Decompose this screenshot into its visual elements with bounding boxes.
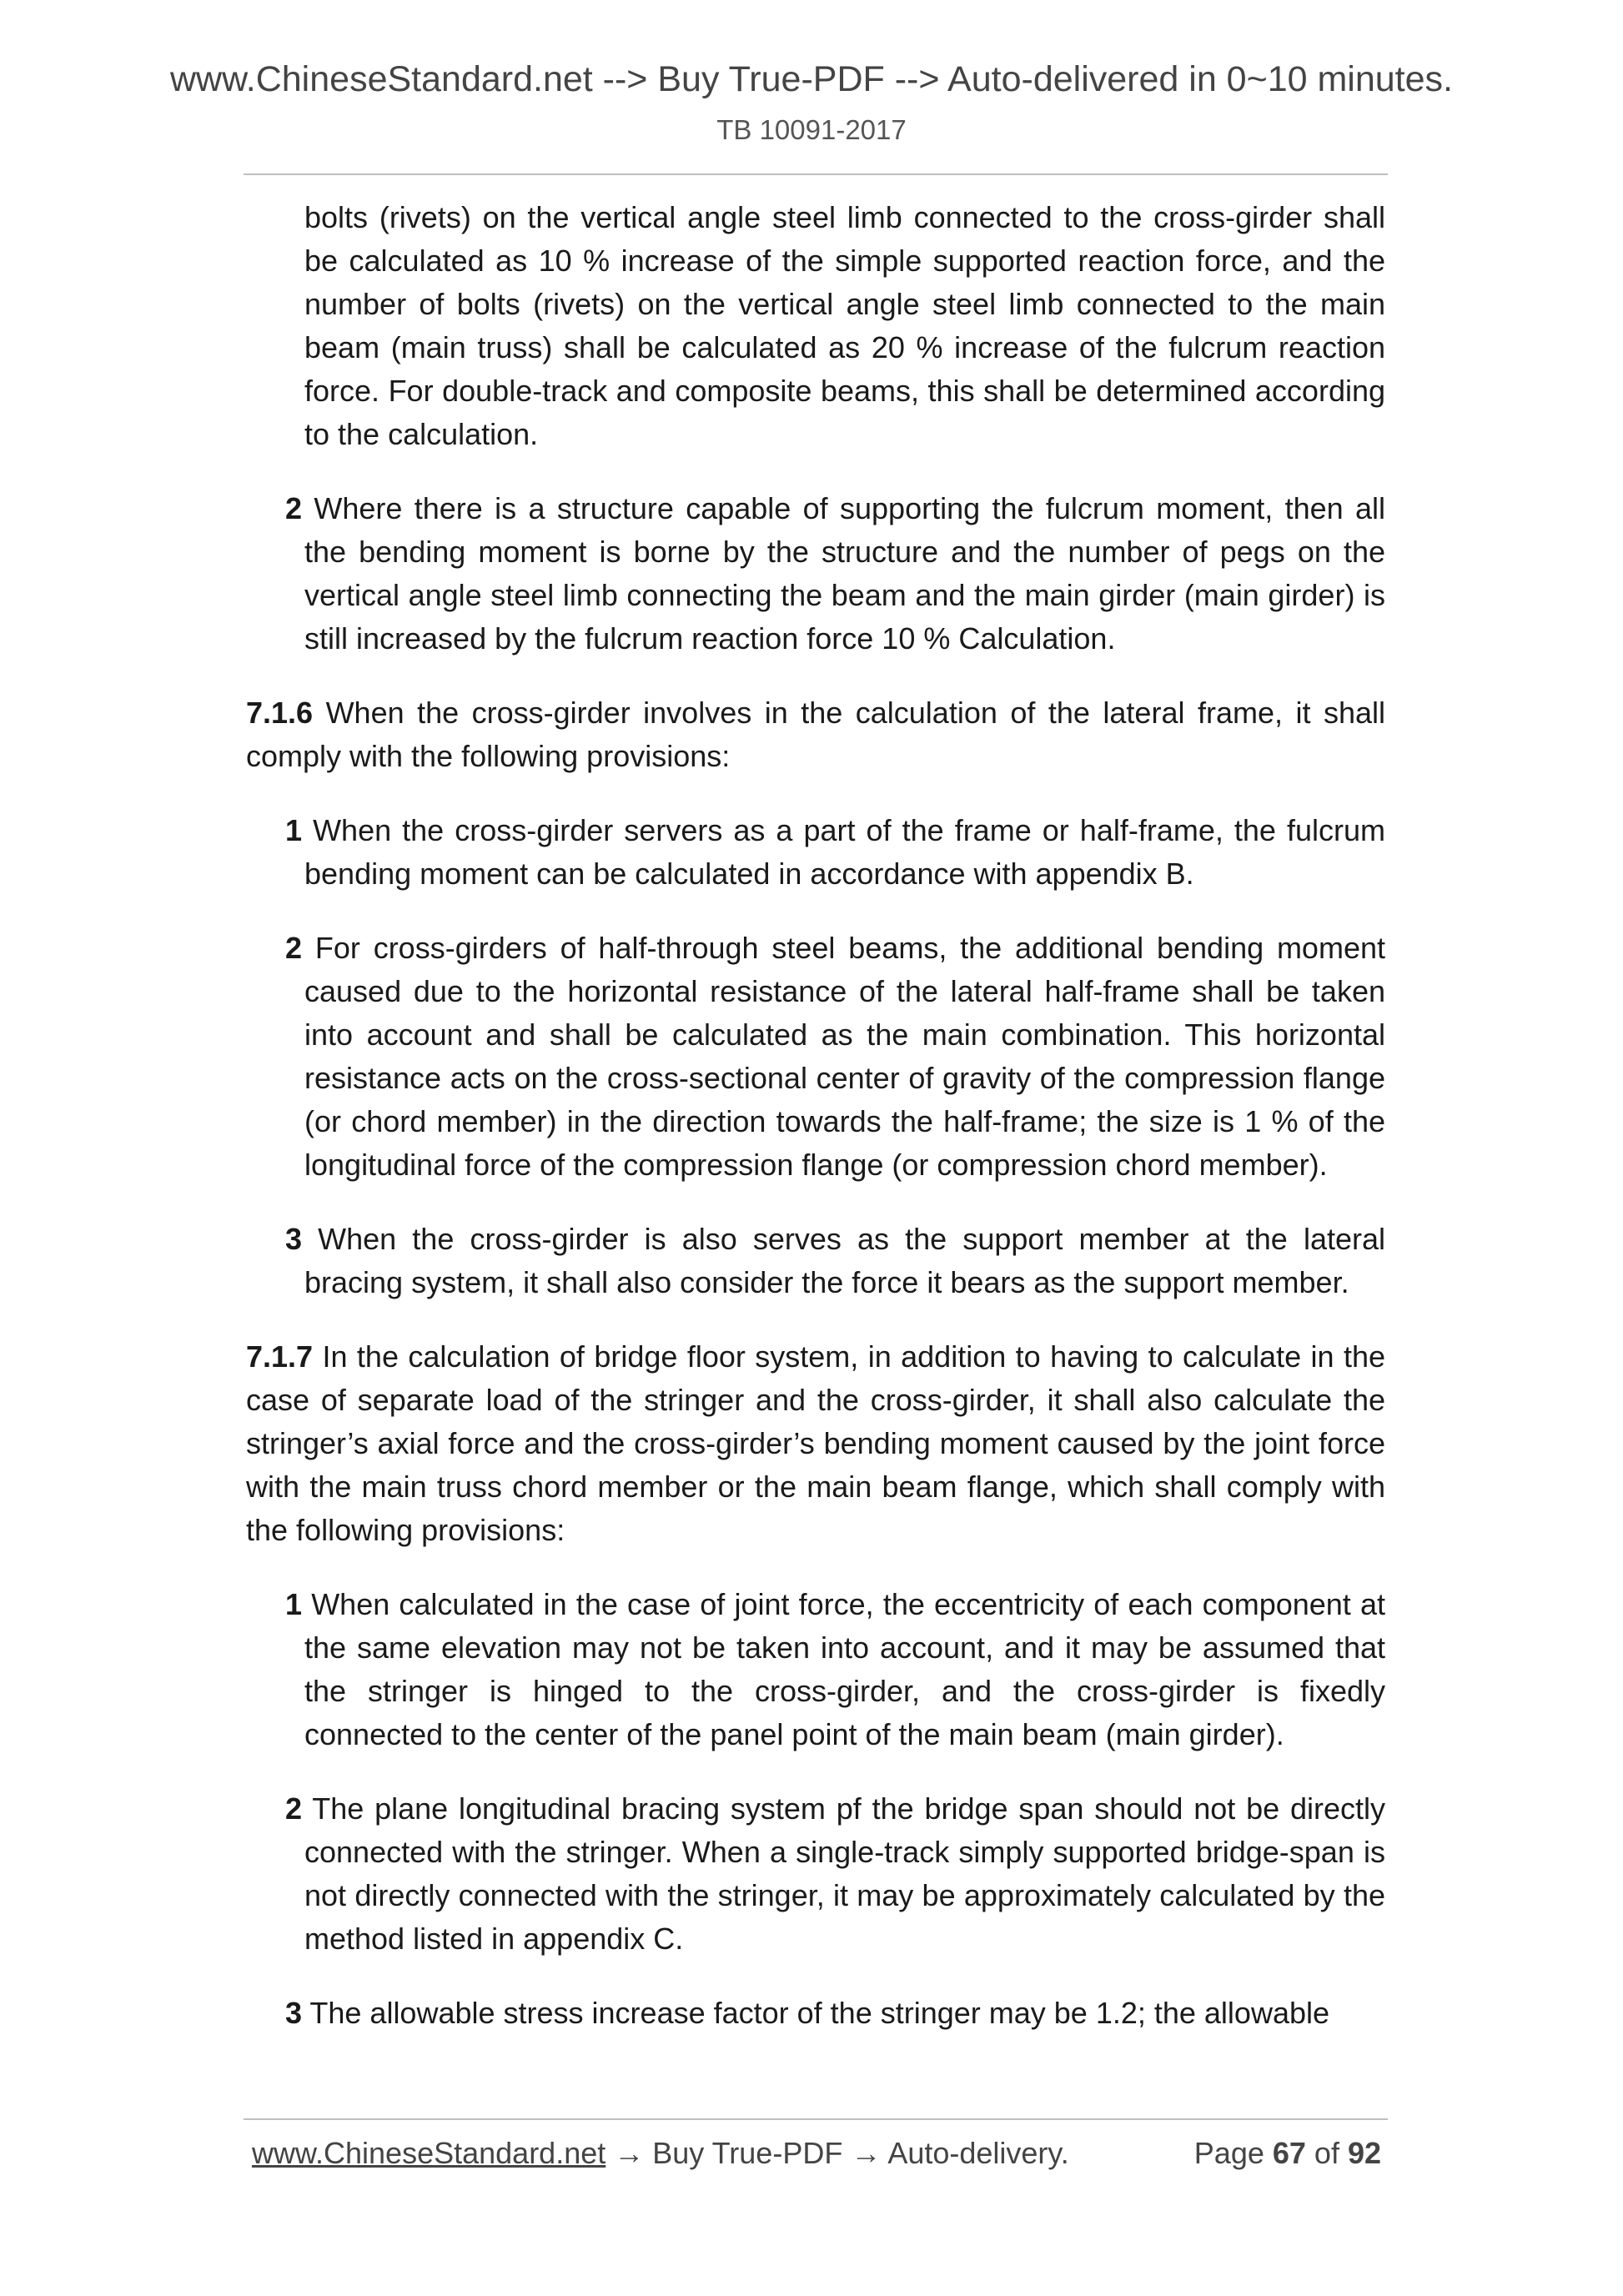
header-divider — [244, 173, 1388, 175]
footer-promo — [252, 2133, 1069, 2174]
item-text: When the cross-girder is also serves as the support member at the lateral bracing system, it shall also consider the force it bears as the support member. — [302, 1222, 1385, 1299]
list-item — [246, 1218, 1385, 1304]
page-total: 92 — [1347, 2136, 1381, 2170]
list-item — [246, 809, 1385, 896]
document-body — [246, 196, 1385, 2035]
item-number: 2 — [285, 931, 303, 965]
item-text: For cross-girders of half-through steel beams, the additional bending moment caused due to the horizontal resistance of the lateral half-frame shall be taken into account and shall be calculated as the main combination. This horizontal resistance acts on the cross-sectional center of gravity of the compression flange (or chord member) in the direction towards the half-frame; the size is 1 % of the longitudinal force of the compression flange (or compression chord member). — [302, 931, 1385, 1182]
item-text: When the cross-girder servers as a part of the frame or half-frame, the fulcrum bending moment can be calculated in accordance with appendix B. — [302, 813, 1385, 891]
footer-promo-text: → Buy True-PDF → Auto-delivery. — [605, 2136, 1069, 2170]
list-item — [246, 1583, 1385, 1756]
item-number: 3 — [285, 1222, 303, 1256]
footer-divider — [244, 2118, 1388, 2120]
list-item — [246, 1787, 1385, 1961]
page-current: 67 — [1272, 2136, 1306, 2170]
clause-text: When the cross-girder involves in the calculation of the lateral frame, it shall comply with the following provisions: — [246, 696, 1385, 773]
item-number: 2 — [285, 491, 303, 525]
standard-code: TB 10091-2017 — [716, 113, 907, 145]
clause-number: 7.1.7 — [246, 1339, 314, 1374]
clause-7-1-6 — [246, 691, 1385, 778]
page-number — [1194, 2133, 1381, 2174]
page-of: of — [1305, 2136, 1348, 2170]
list-item — [246, 927, 1385, 1187]
item-text: When calculated in the case of joint force, the eccentricity of each component at the same elevation may not be taken into account, and it may be assumed that the stringer is hinged to the cross-girder, and the cross-girder is fixedly connected to the center of the panel point of the main beam (main girder). — [302, 1587, 1385, 1751]
footer-site-link[interactable]: www.ChineseStandard.net — [252, 2136, 606, 2170]
header-banner: www.ChineseStandard.net --> Buy True-PDF --> Auto-delivered in 0~10 minutes. — [169, 59, 1453, 99]
list-item — [246, 487, 1385, 661]
page-label: Page — [1193, 2136, 1273, 2170]
clause-text: In the calculation of bridge floor system, in addition to having to calculate in the case of separate load of the stringer and the cross-girder, it shall also calculate the stringer’s axial force and the cross-girder’s bending moment caused by the joint force with the main truss chord member or the main beam flange, which shall comply with the following provisions: — [246, 1339, 1385, 1547]
item-number: 3 — [285, 1996, 303, 2030]
item-text: The allowable stress increase factor of the stringer may be 1.2; the allowable — [302, 1996, 1330, 2030]
continued-paragraph: bolts (rivets) on the vertical angle steel limb connected to the cross-girder shall be calculated as 10 % increase of the simple supported reaction force, and the number of bolts (rivets) on the vertical angle steel limb connected to the main beam (main truss) shall be calculated as 20 % increase of the fulcrum reaction force. For double-track and composite beams, this shall be determined according to the calculation. — [304, 200, 1385, 451]
clause-7-1-7 — [246, 1335, 1385, 1552]
clause-number: 7.1.6 — [246, 696, 314, 730]
page-header — [0, 58, 1623, 146]
item-number: 1 — [285, 813, 303, 847]
list-item — [246, 1992, 1385, 2035]
item-text: Where there is a structure capable of supporting the fulcrum moment, then all the bending moment is borne by the structure and the number of pegs on the vertical angle steel limb connecting the beam and the main girder (main girder) is still increased by the fulcrum reaction force 10 % Calculation. — [302, 491, 1385, 656]
item-number: 2 — [285, 1791, 303, 1826]
item-number: 1 — [285, 1587, 303, 1621]
item-text: The plane longitudinal bracing system pf the bridge span should not be directly connected with the stringer. When a single-track simply supported bridge-span is not directly connected with the stringer, it may be approximately calculated by the method listed in appendix C. — [302, 1791, 1385, 1956]
